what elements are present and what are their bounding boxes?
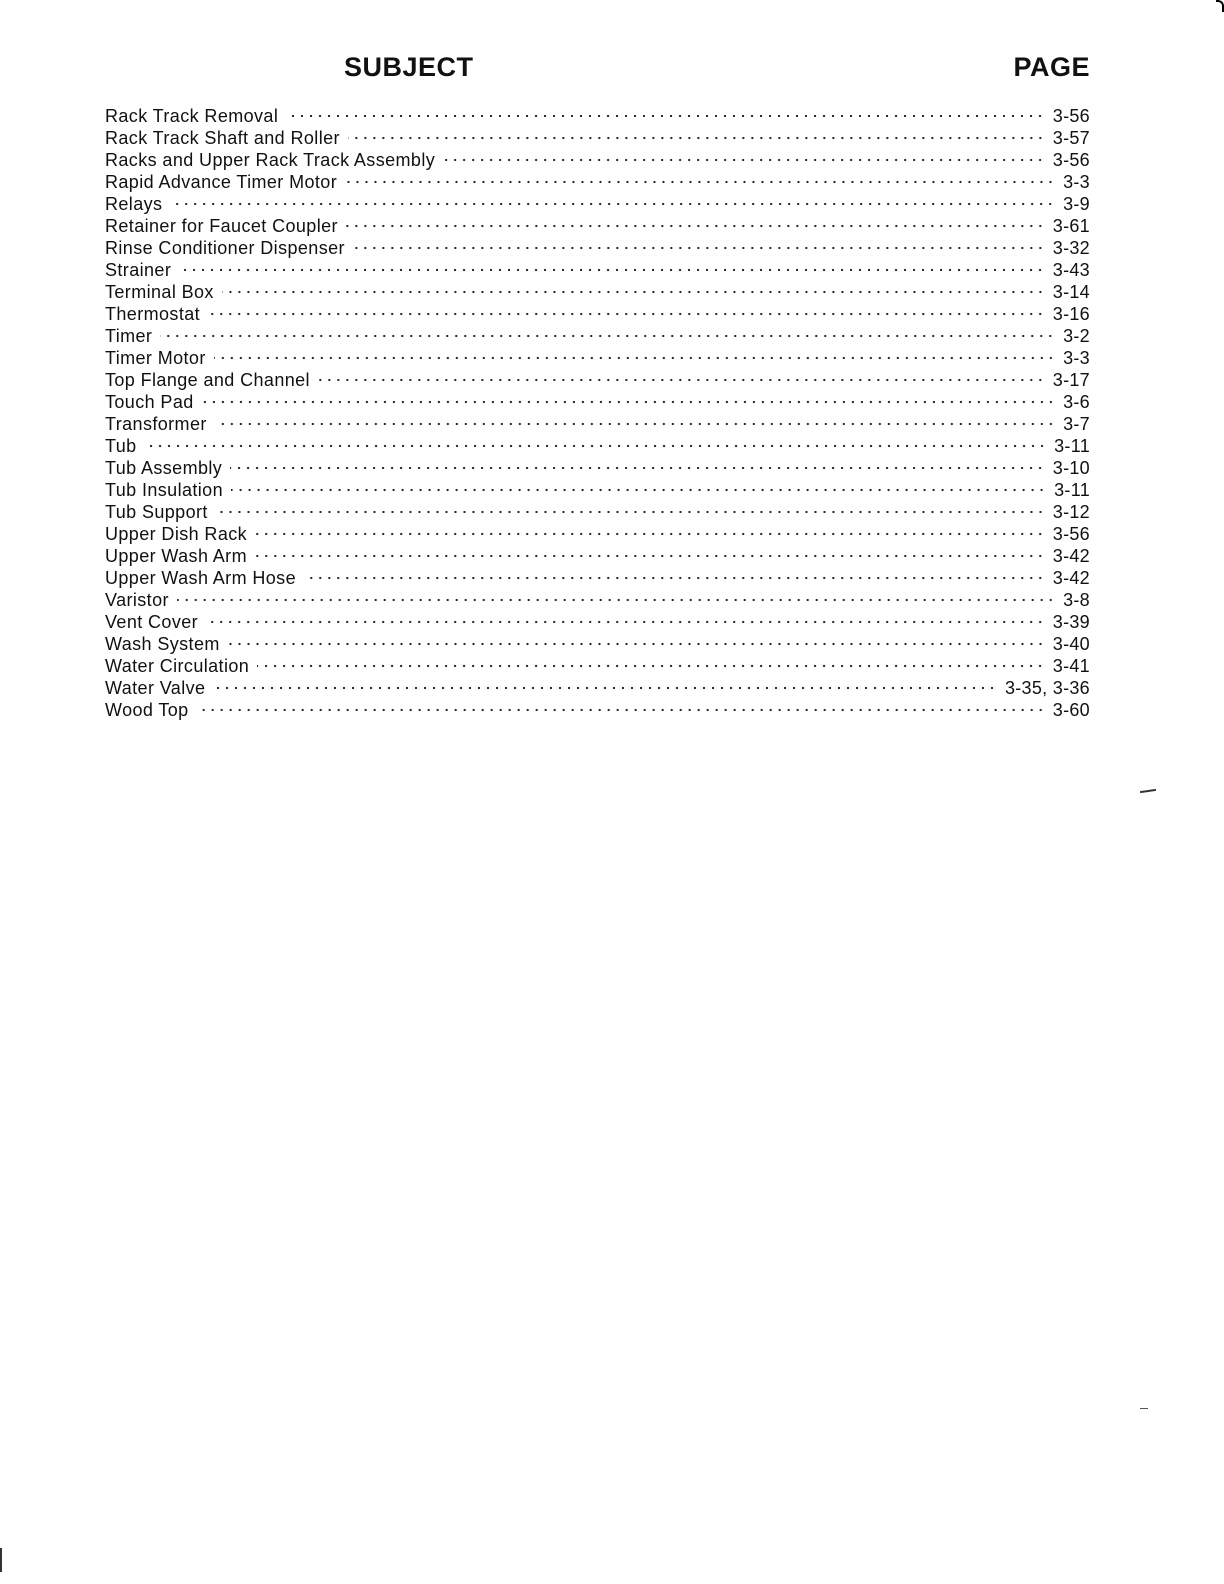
dot-leader — [177, 598, 1055, 602]
index-entry — [105, 501, 1090, 523]
index-entry — [105, 303, 1090, 325]
index-entry — [105, 171, 1090, 193]
dot-leader — [222, 290, 1045, 294]
index-entry — [105, 259, 1090, 281]
index-entry — [105, 127, 1090, 149]
entry-subject: Strainer — [105, 260, 172, 280]
dot-leader — [255, 554, 1045, 558]
entry-subject: Top Flange and Channel — [105, 370, 310, 390]
entry-page-number: 3-3 — [1063, 172, 1090, 192]
index-entry — [105, 633, 1090, 655]
dot-leader — [145, 444, 1047, 448]
index-entry — [105, 457, 1090, 479]
dot-leader — [216, 510, 1045, 514]
entry-page-number: 3-6 — [1063, 392, 1090, 412]
entry-subject: Retainer for Faucet Coupler — [105, 216, 338, 236]
entry-subject: Timer Motor — [105, 348, 206, 368]
dot-leader — [197, 708, 1045, 712]
index-entry — [105, 105, 1090, 127]
entry-subject: Racks and Upper Rack Track Assembly — [105, 150, 436, 170]
index-entry — [105, 193, 1090, 215]
entry-subject: Timer — [105, 326, 153, 346]
index-entry — [105, 369, 1090, 391]
entry-page-number: 3-40 — [1052, 634, 1090, 654]
entry-subject: Thermostat — [105, 304, 201, 324]
entry-page-number: 3-41 — [1052, 656, 1090, 676]
dot-leader — [348, 136, 1045, 140]
entry-subject: Terminal Box — [105, 282, 214, 302]
entry-page-number: 3-43 — [1052, 260, 1090, 280]
index-entry — [105, 237, 1090, 259]
entry-page-number: 3-9 — [1063, 194, 1090, 214]
dot-leader — [304, 576, 1045, 580]
entry-page-number: 3-42 — [1052, 568, 1090, 588]
index-entry — [105, 413, 1090, 435]
index-entry — [105, 347, 1090, 369]
dot-leader — [170, 202, 1055, 206]
entry-subject: Upper Wash Arm Hose — [105, 568, 296, 588]
index-entry — [105, 435, 1090, 457]
dot-leader — [345, 180, 1055, 184]
entry-subject: Tub — [105, 436, 137, 456]
dot-leader — [202, 400, 1055, 404]
entry-subject: Water Circulation — [105, 656, 250, 676]
index-entry — [105, 325, 1090, 347]
entry-page-number: 3-60 — [1052, 700, 1090, 720]
entry-page-number: 3-3 — [1063, 348, 1090, 368]
subject-heading: SUBJECT — [344, 52, 474, 82]
dot-leader — [346, 224, 1045, 228]
entry-subject: Tub Assembly — [105, 458, 223, 478]
dot-leader — [318, 378, 1045, 382]
entry-page-number: 3-8 — [1063, 590, 1090, 610]
entry-page-number: 3-11 — [1054, 436, 1090, 456]
entry-subject: Touch Pad — [105, 392, 194, 412]
entry-subject: Upper Dish Rack — [105, 524, 248, 544]
column-headings — [104, 52, 1090, 88]
entry-page-number: 3-39 — [1052, 612, 1090, 632]
entry-subject: Rapid Advance Timer Motor — [105, 172, 338, 192]
entry-page-number: 3-35, 3-36 — [1004, 678, 1090, 698]
entry-page-number: 3-17 — [1052, 370, 1090, 390]
entry-page-number: 3-42 — [1052, 546, 1090, 566]
entry-subject: Rinse Conditioner Dispenser — [105, 238, 345, 258]
index-entry — [105, 655, 1090, 677]
dot-leader — [255, 532, 1045, 536]
entry-page-number: 3-32 — [1052, 238, 1090, 258]
index-entry — [105, 281, 1090, 303]
entry-subject: Wood Top — [105, 700, 189, 720]
entry-page-number: 3-7 — [1063, 414, 1090, 434]
entry-page-number: 3-56 — [1052, 150, 1090, 170]
entry-page-number: 3-2 — [1063, 326, 1090, 346]
dot-leader — [208, 312, 1045, 316]
entry-page-number: 3-10 — [1052, 458, 1090, 478]
page-heading: PAGE — [1013, 52, 1090, 82]
entry-subject: Transformer — [105, 414, 207, 434]
index-entry — [105, 611, 1090, 633]
entry-page-number: 3-57 — [1052, 128, 1090, 148]
dot-leader — [286, 114, 1045, 118]
entry-subject: Varistor — [105, 590, 169, 610]
dot-leader — [228, 642, 1045, 646]
scan-corner-mark — [1216, 0, 1224, 12]
index-entry — [105, 149, 1090, 171]
entry-page-number: 3-56 — [1052, 106, 1090, 126]
index-entry — [105, 479, 1090, 501]
dot-leader — [230, 466, 1045, 470]
dot-leader — [353, 246, 1045, 250]
index-entry — [105, 523, 1090, 545]
entry-subject: Relays — [105, 194, 163, 214]
index-entry — [105, 567, 1090, 589]
entry-page-number: 3-61 — [1052, 216, 1090, 236]
entry-subject: Rack Track Shaft and Roller — [105, 128, 340, 148]
entry-subject: Rack Track Removal — [105, 106, 279, 126]
index-entry — [105, 215, 1090, 237]
dot-leader — [215, 422, 1055, 426]
dot-leader — [213, 686, 997, 690]
index-list — [105, 105, 1090, 721]
entry-subject: Tub Insulation — [105, 480, 224, 500]
dot-leader — [160, 334, 1055, 338]
entry-subject: Upper Wash Arm — [105, 546, 247, 566]
entry-page-number: 3-56 — [1052, 524, 1090, 544]
dot-leader — [257, 664, 1045, 668]
index-entry — [105, 677, 1090, 699]
entry-page-number: 3-12 — [1052, 502, 1090, 522]
entry-page-number: 3-11 — [1054, 480, 1090, 500]
index-entry — [105, 545, 1090, 567]
dot-leader — [231, 488, 1046, 492]
scan-artifact-mark — [1140, 1408, 1148, 1409]
entry-page-number: 3-16 — [1052, 304, 1090, 324]
dot-leader — [214, 356, 1055, 360]
index-entry — [105, 699, 1090, 721]
index-entry — [105, 589, 1090, 611]
scan-artifact-mark — [1140, 789, 1156, 793]
dot-leader — [179, 268, 1045, 272]
entry-subject: Water Valve — [105, 678, 206, 698]
scan-edge-mark — [0, 1548, 2, 1572]
entry-subject: Tub Support — [105, 502, 208, 522]
entry-page-number: 3-14 — [1052, 282, 1090, 302]
dot-leader — [443, 158, 1045, 162]
entry-subject: Vent Cover — [105, 612, 199, 632]
dot-leader — [206, 620, 1045, 624]
index-entry — [105, 391, 1090, 413]
entry-subject: Wash System — [105, 634, 220, 654]
